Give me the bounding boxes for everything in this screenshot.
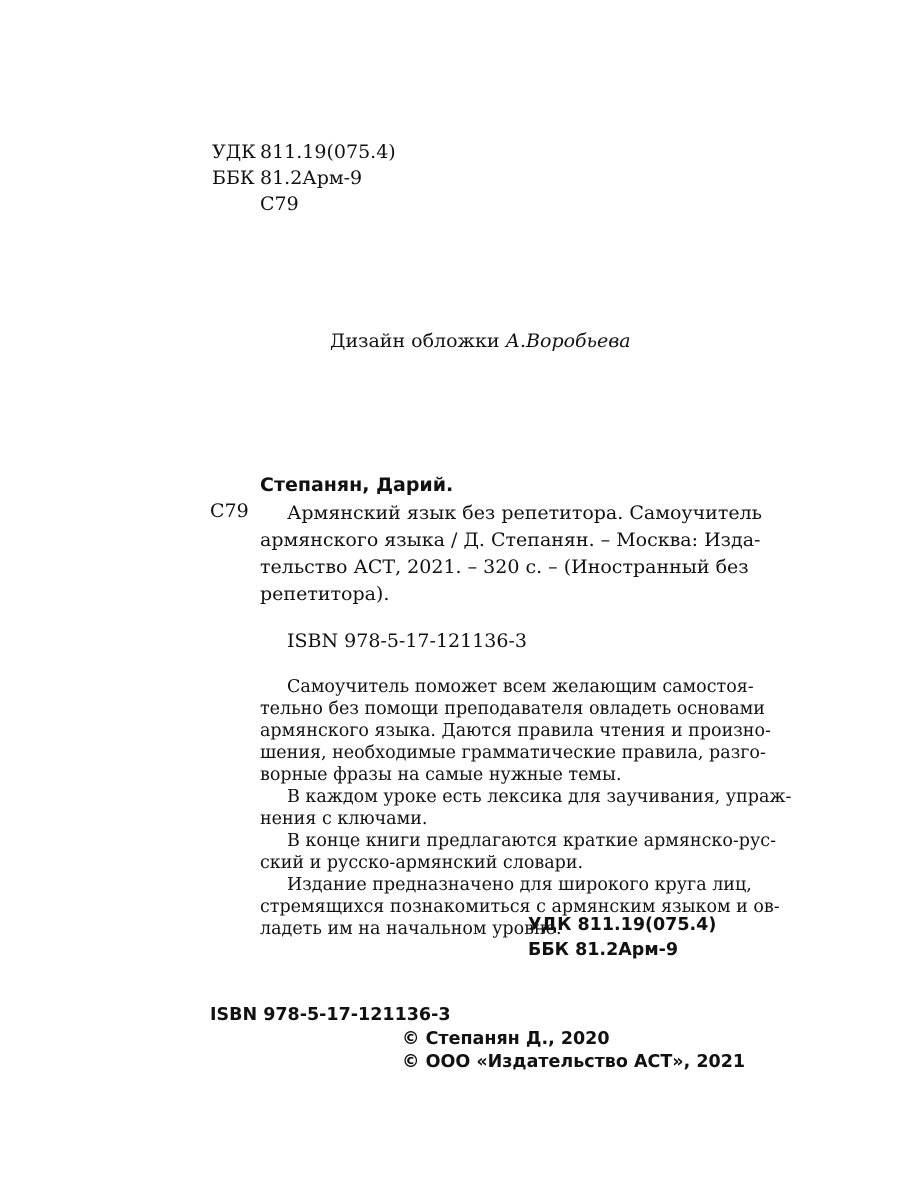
bbk-value: 81.2Арм-9 (260, 167, 363, 189)
annotation-line: тельно без помощи преподавателя овладеть основами (260, 699, 765, 719)
bib-line: армянского языка / Д. Степанян. – Москва: Изда- (260, 529, 761, 551)
annotation-line: В каждом уроке есть лексика для заучивания, упраж- (287, 787, 792, 807)
author-mark-top: С79 (260, 193, 299, 215)
udk-row (212, 138, 396, 166)
annotation-line: Издание предназначено для широкого круга лиц, (287, 875, 752, 895)
copyright-author: © Степанян Д., 2020 (402, 1029, 610, 1049)
udk-value: 811.19(075.4) (260, 141, 396, 163)
design-credit-label: Дизайн обложки (330, 330, 500, 352)
copyright-publisher: © ООО «Издательство АСТ», 2021 (402, 1052, 746, 1072)
annotation-line: Самоучитель поможет всем желающим самостоя- (287, 677, 754, 697)
annotation-line: В конце книги предлагаются краткие армянско-рус- (287, 831, 776, 851)
bbk-row (212, 164, 362, 192)
author-heading: Степанян, Дарий. (260, 474, 454, 496)
annotation-line: ворные фразы на самые нужные темы. (260, 765, 622, 785)
design-credit (330, 330, 631, 352)
bbk-bottom: ББК 81.2Арм-9 (528, 940, 679, 960)
annotation-line: нения с ключами. (260, 809, 428, 829)
bib-line: репетитора). (260, 583, 390, 605)
isbn-record: ISBN 978-5-17-121136-3 (287, 630, 527, 652)
annotation-line: ский и русско-армянский словари. (260, 853, 584, 873)
bib-line: тельство АСТ, 2021. – 320 с. – (Иностранный без (260, 556, 749, 578)
bbk-label: ББК (212, 167, 255, 189)
annotation-line: шения, необходимые грамматические правила, разго- (260, 743, 766, 763)
annotation-line: армянского языка. Даются правила чтения и произно- (260, 721, 771, 741)
udk-label: УДК (212, 141, 256, 163)
author-mark: С79 (210, 500, 249, 522)
udk-bottom: УДК 811.19(075.4) (528, 915, 717, 935)
annotation-line: стремящихся познакомиться с армянским языком и ов- (260, 897, 780, 917)
bib-line: Армянский язык без репетитора. Самоучитель (287, 502, 762, 524)
isbn-footer: ISBN 978-5-17-121136-3 (210, 1005, 451, 1025)
design-credit-name: А.Воробьева (505, 330, 631, 352)
annotation-line: ладеть им на начальном уровне. (260, 919, 562, 939)
